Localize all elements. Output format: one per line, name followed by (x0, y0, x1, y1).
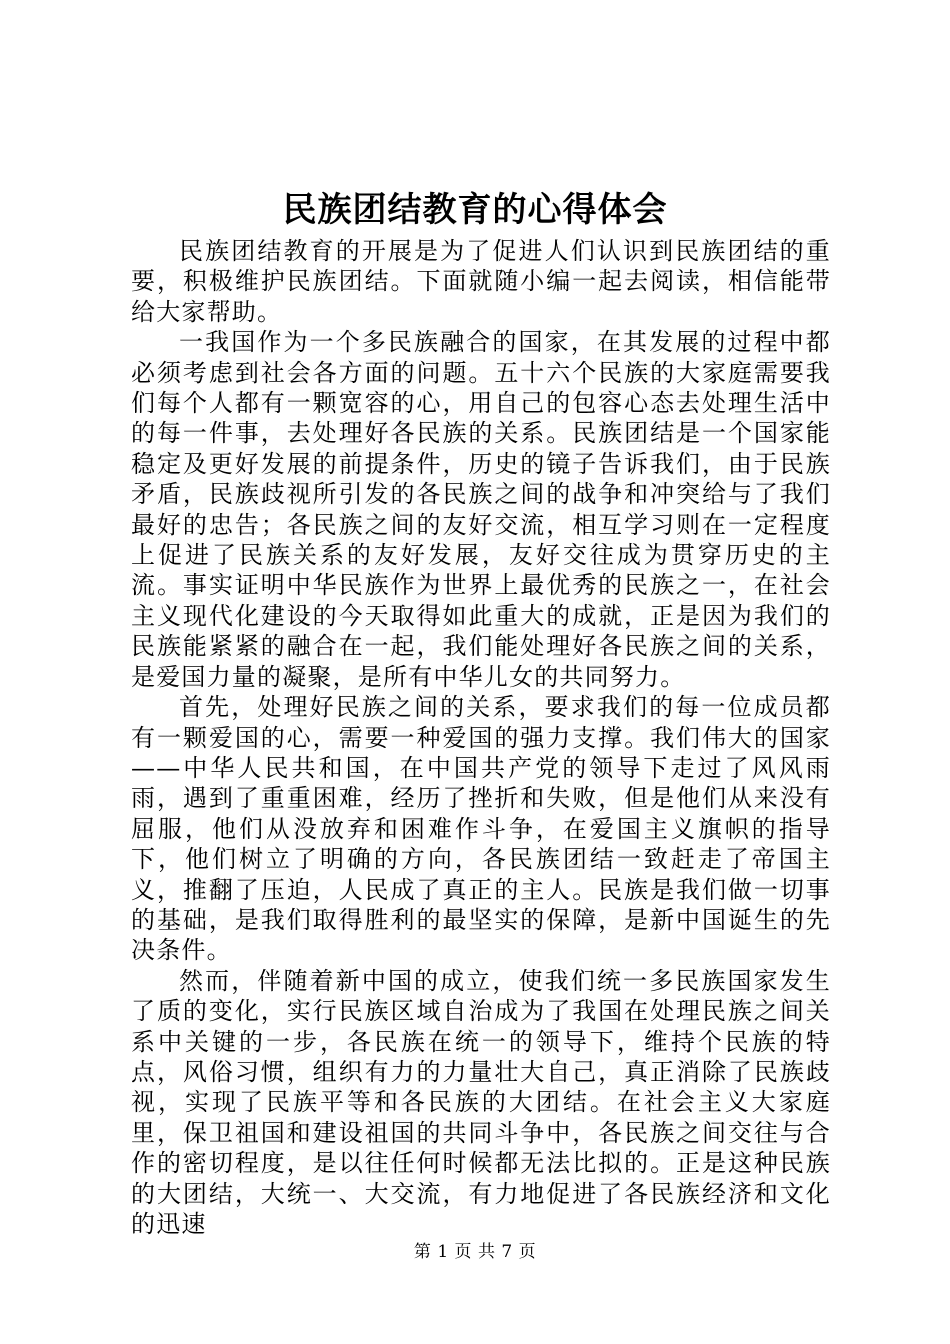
page-footer: 第 1 页 共 7 页 (413, 1242, 537, 1262)
paragraph-2: 首先，处理好民族之间的关系，要求我们的每一位成员都有一颗爱国的心，需要一种爱国的强力支撑。我们伟大的国家——中华人民共和国，在中国共产党的领导下走过了风风雨雨，遇到了重重困难，经历了挫折和失败，但是他们从来没有屈服，他们从没放弃和困难作斗争，在爱国主义旗帜的指导下，他们树立了明确的方向，各民族团结一致赶走了帝国主义，推翻了压迫，人民成了真正的主人。民族是我们做一切事的基础，是我们取得胜利的最坚实的保障，是新中国诞生的先决条件。 (131, 693, 831, 965)
document-body (131, 236, 831, 1239)
paragraph-1: 一我国作为一个多民族融合的国家，在其发展的过程中都必须考虑到社会各方面的问题。五十六个民族的大家庭需要我们每个人都有一颗宽容的心，用自己的包容心态去处理生活中的每一件事，去处理好各民族的关系。民族团结是一个国家能稳定及更好发展的前提条件，历史的镜子告诉我们，由于民族矛盾，民族歧视所引发的各民族之间的战争和冲突给与了我们最好的忠告；各民族之间的友好交流，相互学习则在一定程度上促进了民族关系的友好发展，友好交往成为贯穿历史的主流。事实证明中华民族作为世界上最优秀的民族之一，在社会主义现代化建设的今天取得如此重大的成就，正是因为我们的民族能紧紧的融合在一起，我们能处理好各民族之间的关系，是爱国力量的凝聚，是所有中华儿女的共同努力。 (131, 328, 831, 691)
paragraph-3: 然而，伴随着新中国的成立，使我们统一多民族国家发生了质的变化，实行民族区域自治成为了我国在处理民族之间关系中关键的一步，各民族在统一的领导下，维持个民族的特点，风俗习惯，组织有力的力量壮大自己，真正消除了民族歧视，实现了民族平等和各民族的大团结。在社会主义大家庭里，保卫祖国和建设祖国的共同斗争中，各民族之间交往与合作的密切程度，是以往任何时候都无法比拟的。正是这种民族的大团结，大统一、大交流，有力地促进了各民族经济和文化的迅速 (131, 966, 831, 1238)
paragraph-intro: 民族团结教育的开展是为了促进人们认识到民族团结的重要，积极维护民族团结。下面就随小编一起去阅读，相信能带给大家帮助。 (131, 237, 831, 326)
document-title: 民族团结教育的心得体会 (282, 190, 668, 230)
